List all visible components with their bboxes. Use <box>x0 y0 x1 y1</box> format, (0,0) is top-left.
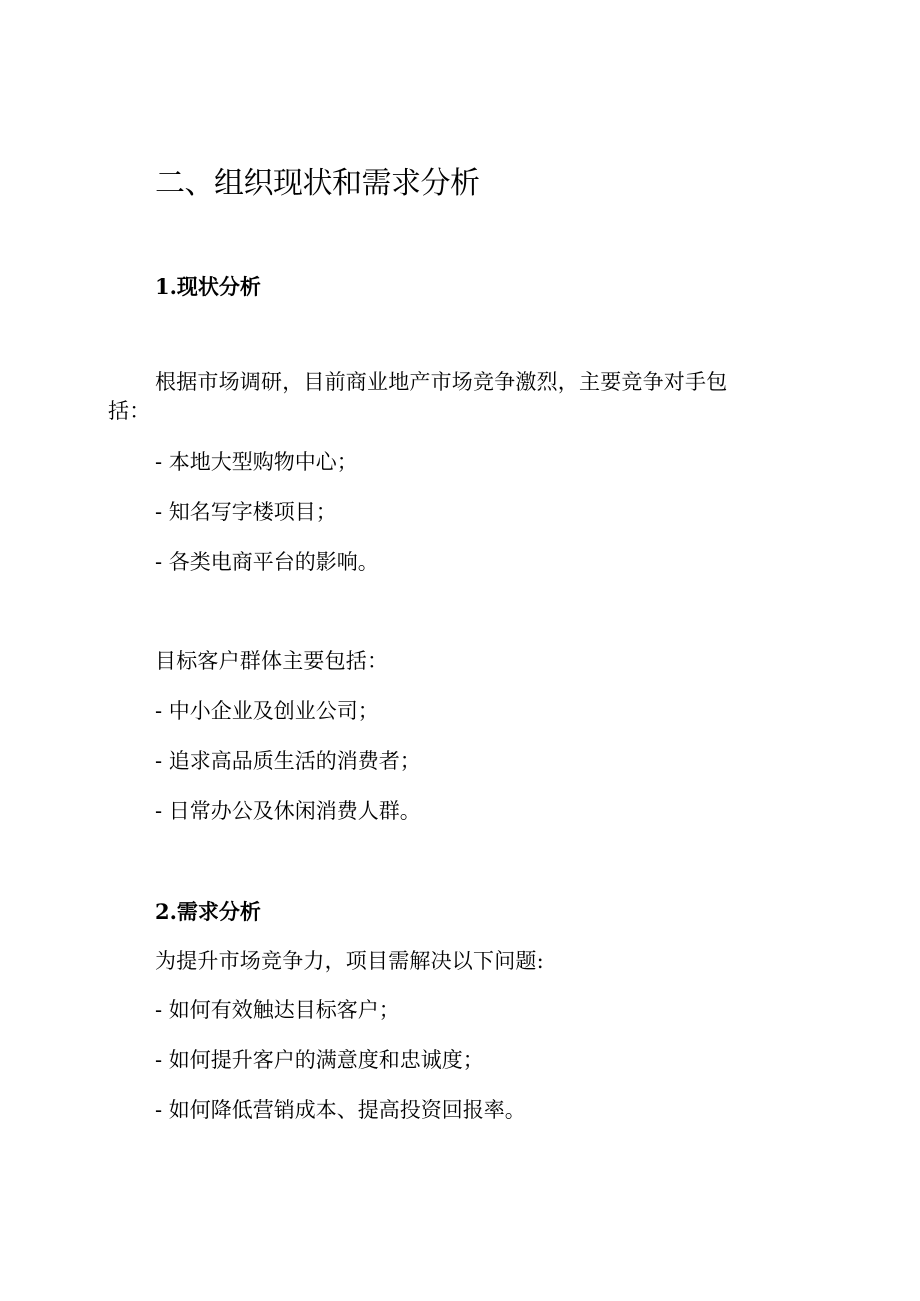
list-item: - 追求高品质生活的消费者； <box>155 749 421 773</box>
section-2-intro: 为提升市场竞争力，项目需解决以下问题: <box>155 949 544 973</box>
list-item: - 各类电商平台的影响。 <box>155 550 379 574</box>
list-item: - 知名写字楼项目； <box>155 500 337 524</box>
list-item: - 如何降低营销成本、提高投资回报率。 <box>155 1098 526 1122</box>
section-2-title: 2.需求分析 <box>155 899 261 924</box>
page-title: 二、组织现状和需求分析 <box>155 166 480 201</box>
customers-intro: 目标客户群体主要包括： <box>155 649 389 673</box>
section-1-intro-line-1: 根据市场调研，目前商业地产市场竞争激烈，主要竞争对手包 <box>155 370 728 394</box>
list-item: - 本地大型购物中心； <box>155 450 358 474</box>
list-item: - 如何提升客户的满意度和忠诚度； <box>155 1048 484 1072</box>
list-item: - 日常办公及休闲消费人群。 <box>155 799 421 823</box>
section-1-title: 1.现状分析 <box>155 274 261 299</box>
list-item: - 如何有效触达目标客户； <box>155 998 400 1022</box>
list-item: - 中小企业及创业公司； <box>155 699 379 723</box>
section-1-intro-line-2: 括： <box>108 399 151 423</box>
